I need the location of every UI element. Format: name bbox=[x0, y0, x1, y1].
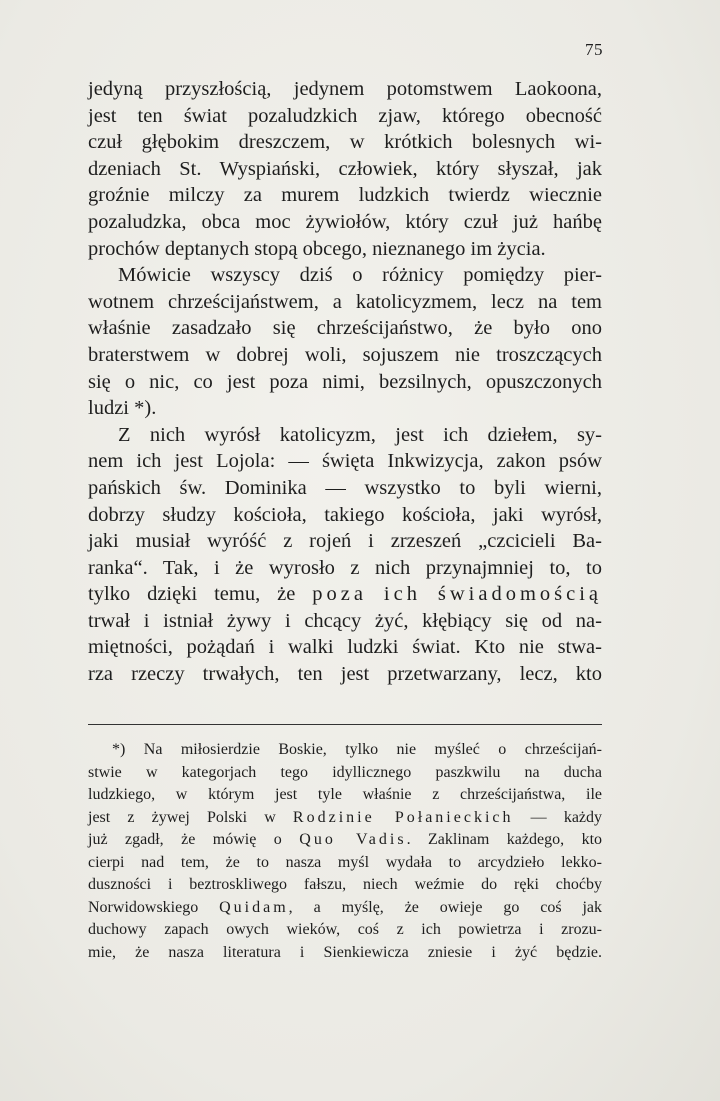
text-line: groźnie milczy za murem ludzkich twierdz wiecznie bbox=[88, 184, 602, 207]
main-text bbox=[88, 76, 602, 688]
footnote-divider bbox=[88, 724, 602, 725]
text-line: ranka“. Tak, i że wyrosło z nich przynajmniej to, to bbox=[88, 556, 602, 579]
text-line: jaki musiał wyróść z rojeń i zrzeszeń „czcicieli Ba- bbox=[88, 530, 602, 553]
text-line: ludzi *). bbox=[88, 397, 157, 420]
footnote-line: mie, że nasza literatura i Sienkiewicza zniesie i żyć będzie. bbox=[88, 943, 602, 961]
emphasized-title: Quidam bbox=[219, 898, 289, 916]
text-line: rza rzeczy trwałych, ten jest przetwarzany, lecz, kto bbox=[88, 663, 602, 686]
footnote-line bbox=[88, 897, 602, 920]
footnote bbox=[88, 739, 602, 964]
text-line: jest ten świat pozaludzkich zjaw, którego obecność bbox=[88, 104, 602, 127]
text-line bbox=[88, 581, 602, 608]
footnote-line: *) Na miłosierdzie Boskie, tylko nie myśleć o chrześcijań- bbox=[112, 741, 602, 758]
text-segment: , a myślę, że owieje go coś jak bbox=[288, 898, 603, 916]
text-segment: Norwidowskiego bbox=[88, 898, 199, 916]
text-segment: — każdy bbox=[530, 808, 603, 826]
text-segment: już zgadł, że mówię o bbox=[88, 831, 282, 848]
footnote-line: duszności i beztroskliwego fałszu, niech weźmie do ręki choćby bbox=[88, 876, 602, 893]
text-line: braterstwem w dobrej woli, sojuszem nie troszczących bbox=[88, 343, 602, 366]
text-line: prochów deptanych stopą obcego, nieznanego im życia. bbox=[88, 237, 546, 260]
footnote-line bbox=[88, 807, 602, 830]
footnote-line: ludzkiego, w którym jest tyle właśnie z chrześcijaństwa, ile bbox=[88, 786, 602, 803]
text-line: Mówicie wszyscy dziś o różnicy pomiędzy pier- bbox=[118, 264, 602, 287]
text-line: dzeniach St. Wyspiański, człowiek, który słyszał, jak bbox=[88, 157, 602, 180]
emphasized-word: świadomością bbox=[437, 583, 603, 606]
footnote-line bbox=[88, 829, 602, 852]
text-line: trwał i istniał żywy i chcący żyć, kłębiący się od na- bbox=[88, 609, 602, 632]
emphasized-title: Rodzinie Połanieckich bbox=[292, 808, 514, 826]
text-line: się o nic, co jest poza nimi, bezsilnych, opuszczonych bbox=[88, 370, 602, 393]
text-line: jedyną przyszłością, jedynem potomstwem Laokoona, bbox=[88, 78, 602, 100]
footnote-line: duchowy zapach owych wieków, coś z ich powietrza i zrozu- bbox=[88, 921, 602, 938]
text-segment: jest z żywej Polski w bbox=[88, 808, 276, 826]
text-line: nem ich jest Lojola: — święta Inkwizycja, zakon psów bbox=[88, 450, 602, 473]
emphasized-word: poza bbox=[312, 583, 367, 606]
text-line: dobrzy słudzy kościoła, takiego kościoła, jaki wyrósł, bbox=[88, 503, 602, 526]
text-line: wotnem chrześcijaństwem, a katolicyzmem, lecz na tem bbox=[88, 290, 602, 313]
text-line: czuł głębokim dreszczem, w krótkich bolesnych wi- bbox=[88, 131, 602, 154]
footnote-line: stwie w kategorjach tego idyllicznego paszkwilu na ducha bbox=[88, 763, 602, 781]
text-segment: . Zaklinam każdego, kto bbox=[406, 831, 603, 848]
text-line: pozaludzka, obca moc żywiołów, który czuł już hańbę bbox=[88, 210, 602, 233]
text-line: właśnie zasadzało się chrześcijaństwo, że było ono bbox=[88, 317, 602, 340]
emphasized-title: Quo Vadis bbox=[299, 831, 407, 848]
text-line: Z nich wyrósł katolicyzm, jest ich dziełem, sy- bbox=[118, 423, 602, 446]
emphasized-word: ich bbox=[383, 583, 421, 606]
text-line: miętności, pożądań i walki ludzki świat. Kto nie stwa- bbox=[88, 636, 602, 659]
text-line: pańskich św. Dominika — wszystko to byli wierni, bbox=[88, 476, 602, 499]
text-segment: tylko dzięki temu, że bbox=[88, 583, 296, 606]
page-number: 75 bbox=[585, 40, 603, 59]
footnote-line: cierpi nad tem, że to nasza myśl wydała to arcydzieło lekko- bbox=[88, 853, 602, 871]
